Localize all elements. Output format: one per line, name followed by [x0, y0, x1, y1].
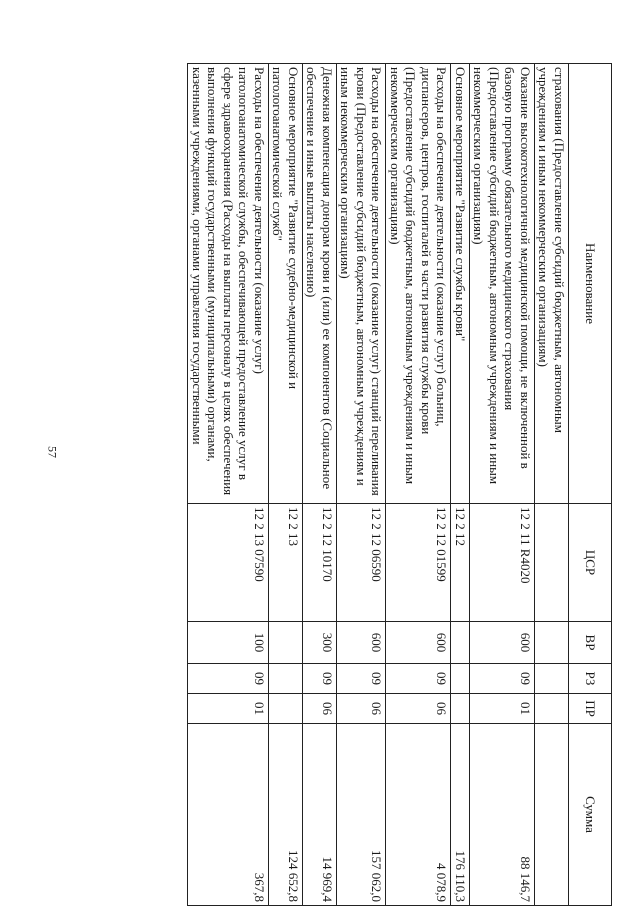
row-csr: 12 2 12: [451, 504, 470, 622]
row-name: Расходы на обеспечение деятельности (оказание услуг) патологоанатомической службы, обеспечивающей предоставление услуг в сфере здравоохранения (Расходы на выплаты персоналу в целях обеспечения выполнения функций государственными (муниципальными) органами, казенными учреждениями, органами управления государственными: [188, 64, 269, 504]
header-sum: Сумма: [569, 724, 612, 906]
row-rz: 09: [337, 664, 387, 694]
row-pr: 01: [470, 694, 535, 724]
row-csr: 12 2 12 06590: [337, 504, 387, 622]
row-sum: 157 062,0: [337, 724, 387, 906]
table-header-row: [569, 64, 612, 906]
table-row: [470, 64, 535, 906]
row-vr: [535, 622, 569, 664]
row-name: страхования (Предоставление субсидий бюджетным, автономным учреждениям и иным некоммерческим организациям): [535, 64, 569, 504]
row-rz: 09: [386, 664, 451, 694]
table-row: [386, 64, 451, 906]
budget-table: [188, 63, 613, 906]
row-csr: 12 2 13 07590: [188, 504, 269, 622]
row-sum: 88 146,7: [470, 724, 535, 906]
row-name: Расходы на обеспечение деятельности (оказание услуг) станций переливания крови (Предоставление субсидий бюджетным, автономным учреждениям и иным некоммерческим организациям): [337, 64, 387, 504]
row-rz: [269, 664, 303, 694]
row-name: Оказание высокотехнологичной медицинской помощи, не включенной в базовую программу обязательного медицинского страхования (Предоставление субсидий бюджетным, автономным учреждениям и иным некоммерческим организациям): [470, 64, 535, 504]
row-csr: 12 2 12 01599: [386, 504, 451, 622]
row-name: Основное мероприятие "Развитие судебно-медицинской и патологоанатомической служб": [269, 64, 303, 504]
row-rz: 09: [188, 664, 269, 694]
row-rz: 09: [470, 664, 535, 694]
row-pr: 06: [337, 694, 387, 724]
row-csr: 12 2 12 10170: [303, 504, 337, 622]
table-row: [337, 64, 387, 906]
row-rz: 09: [303, 664, 337, 694]
row-pr: 06: [386, 694, 451, 724]
row-vr: [451, 622, 470, 664]
row-sum: 367,8: [188, 724, 269, 906]
page-number: 57: [45, 446, 60, 458]
row-rz: [535, 664, 569, 694]
row-vr: 300: [303, 622, 337, 664]
table-row: [188, 64, 269, 906]
row-csr: [535, 504, 569, 622]
header-vr: ВР: [569, 622, 612, 664]
row-vr: 600: [337, 622, 387, 664]
row-vr: [269, 622, 303, 664]
row-sum: 14 969,4: [303, 724, 337, 906]
header-csr: ЦСР: [569, 504, 612, 622]
table-row: [451, 64, 470, 906]
row-vr: 600: [470, 622, 535, 664]
row-sum: [535, 724, 569, 906]
header-name: Наименование: [569, 64, 612, 504]
row-name: Основное мероприятие "Развитие службы крови": [451, 64, 470, 504]
table-row: [303, 64, 337, 906]
row-sum: 4 078,9: [386, 724, 451, 906]
row-vr: 600: [386, 622, 451, 664]
row-pr: [269, 694, 303, 724]
row-pr: 01: [188, 694, 269, 724]
row-csr: 12 2 11 R4020: [470, 504, 535, 622]
table-row: [535, 64, 569, 906]
row-sum: 176 110,3: [451, 724, 470, 906]
budget-table-rotated: [152, 63, 612, 905]
row-rz: [451, 664, 470, 694]
row-pr: [451, 694, 470, 724]
row-sum: 124 652,8: [269, 724, 303, 906]
row-name: Денежная компенсация донорам крови и (или) ее компонентов (Социальное обеспечение и иные выплаты населению): [303, 64, 337, 504]
row-pr: 06: [303, 694, 337, 724]
table-row: [269, 64, 303, 906]
row-pr: [535, 694, 569, 724]
header-pr: ПР: [569, 694, 612, 724]
row-name: Расходы на обеспечение деятельности (оказание услуг) больниц, диспансеров, центров, госпиталей в части развития службы крови (Предоставление субсидий бюджетным, автономным учреждениям и иным некоммерческим организациям): [386, 64, 451, 504]
row-csr: 12 2 13: [269, 504, 303, 622]
row-vr: 100: [188, 622, 269, 664]
header-rz: РЗ: [569, 664, 612, 694]
